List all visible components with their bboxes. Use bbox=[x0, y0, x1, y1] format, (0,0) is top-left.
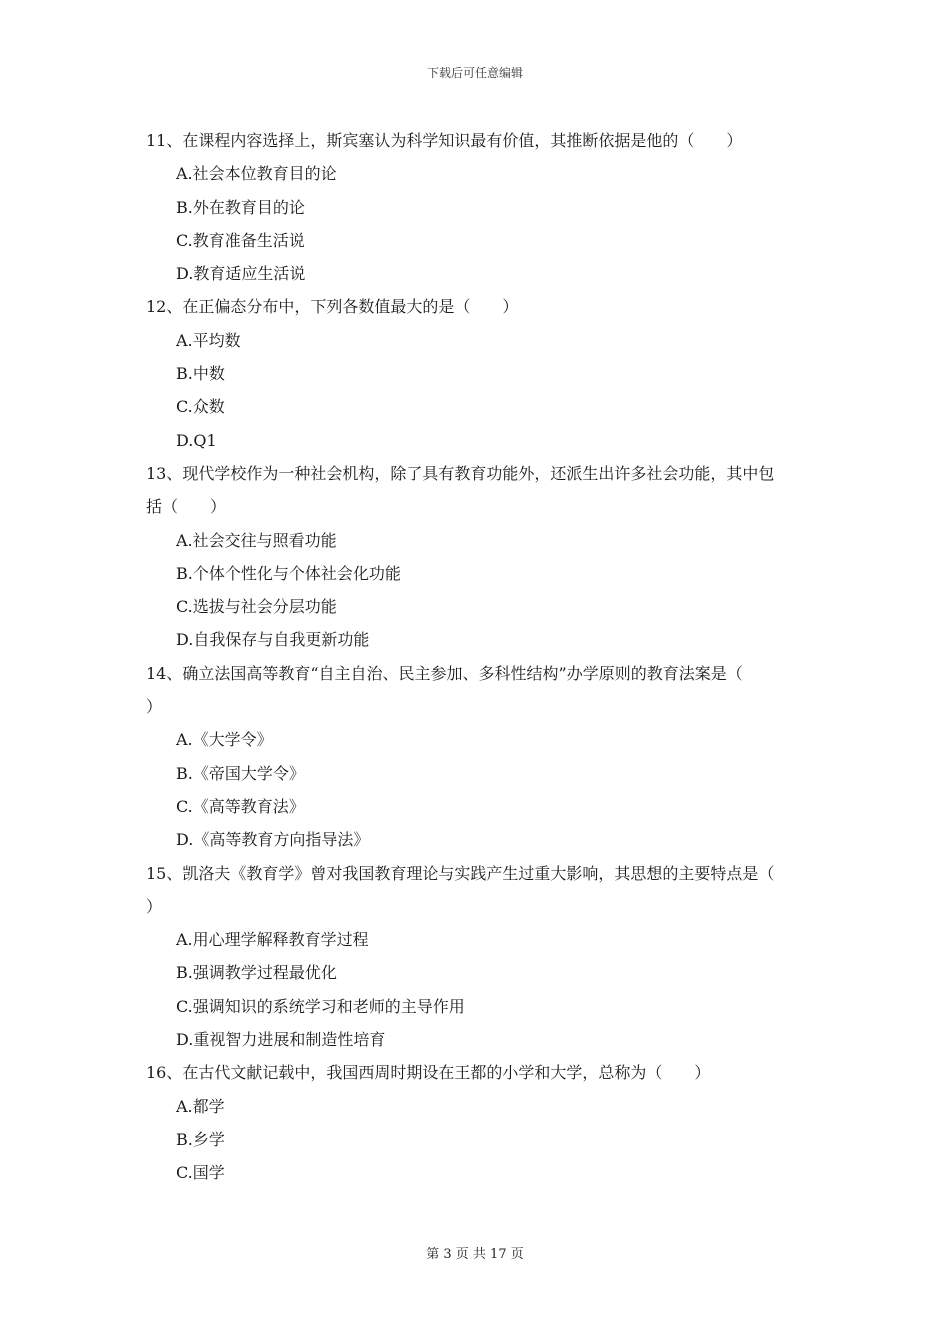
question-stem: ） bbox=[146, 697, 163, 717]
answer-option: D.教育适应生活说 bbox=[176, 264, 306, 284]
answer-option: A.《大学令》 bbox=[176, 730, 273, 750]
answer-option: D.Q1 bbox=[176, 430, 217, 450]
answer-option: C.强调知识的系统学习和老师的主导作用 bbox=[176, 996, 465, 1016]
question-block bbox=[146, 857, 816, 1057]
answer-option: D.自我保存与自我更新功能 bbox=[176, 630, 370, 650]
question-stem: 16、在古代文献记载中，我国西周时期设在王都的小学和大学，总称为（ ） bbox=[146, 1063, 711, 1083]
answer-option: A.都学 bbox=[176, 1096, 225, 1116]
answer-option: C.教育准备生活说 bbox=[176, 230, 305, 250]
question-block bbox=[146, 657, 816, 857]
question-stem: 15、凯洛夫《教育学》曾对我国教育理论与实践产生过重大影响，其思想的主要特点是（ bbox=[146, 863, 775, 883]
question-block bbox=[146, 1056, 816, 1189]
answer-option: C.国学 bbox=[176, 1163, 225, 1183]
question-block bbox=[146, 124, 816, 290]
question-list bbox=[146, 124, 816, 1190]
answer-option: B.强调教学过程最优化 bbox=[176, 963, 337, 983]
answer-option: B.个体个性化与个体社会化功能 bbox=[176, 563, 401, 583]
answer-option: A.社会本位教育目的论 bbox=[176, 164, 337, 184]
answer-option: C.选拔与社会分层功能 bbox=[176, 597, 337, 617]
answer-option: D.《高等教育方向指导法》 bbox=[176, 830, 370, 850]
page-footer: 第 3 页 共 17 页 bbox=[426, 1247, 524, 1262]
page-header: 下载后可任意编辑 bbox=[426, 66, 523, 80]
question-stem: 12、在正偏态分布中，下列各数值最大的是（ ） bbox=[146, 297, 519, 317]
answer-option: B.外在教育目的论 bbox=[176, 197, 305, 217]
question-stem: ） bbox=[146, 896, 163, 916]
answer-option: A.用心理学解释教育学过程 bbox=[176, 930, 369, 950]
question-stem: 11、在课程内容选择上，斯宾塞认为科学知识最有价值，其推断依据是他的（ ） bbox=[146, 131, 743, 150]
answer-option: A.平均数 bbox=[176, 330, 241, 350]
answer-option: B.中数 bbox=[176, 364, 225, 384]
answer-option: B.乡学 bbox=[176, 1129, 225, 1149]
answer-option: D.重视智力进展和制造性培育 bbox=[176, 1030, 386, 1050]
question-block bbox=[146, 290, 816, 456]
question-block bbox=[146, 457, 816, 657]
question-stem: 14、确立法国高等教育“自主自治、民主参加、多科性结构”办学原则的教育法案是（ bbox=[146, 663, 743, 683]
answer-option: B.《帝国大学令》 bbox=[176, 763, 305, 783]
question-stem: 括（ ） bbox=[146, 497, 227, 517]
answer-option: C.《高等教育法》 bbox=[176, 796, 305, 816]
answer-option: C.众数 bbox=[176, 397, 225, 417]
question-stem: 13、现代学校作为一种社会机构，除了具有教育功能外，还派生出许多社会功能，其中包 bbox=[146, 463, 775, 483]
answer-option: A.社会交往与照看功能 bbox=[176, 530, 337, 550]
